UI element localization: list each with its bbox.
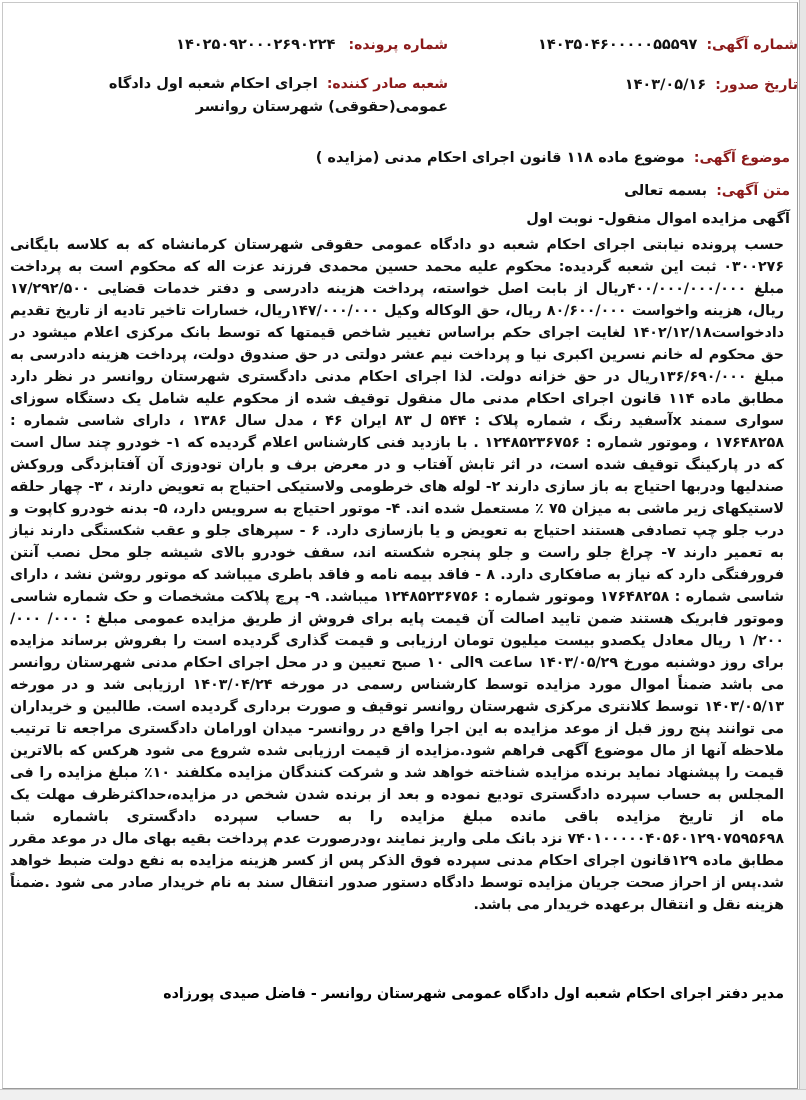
ad-text-value: بسمه تعالی: [624, 183, 708, 199]
horizontal-scrollbar[interactable]: [0, 1089, 806, 1100]
issuing-branch-label: شعبه صادر کننده:: [326, 76, 448, 92]
ad-text: [624, 180, 790, 199]
issuing-branch-value: اجرای احکام شعبه اول دادگاه عمومی(حقوقی) شهرستان روانسر: [108, 76, 448, 115]
issue-date: [625, 74, 798, 93]
ad-number-value: ۱۴۰۳۵۰۴۶۰۰۰۰۰۵۵۵۹۷: [538, 37, 698, 53]
case-number-label: شماره پرونده:: [348, 37, 448, 53]
issuing-branch: [48, 72, 448, 118]
case-number-value: ۱۴۰۲۵۰۹۲۰۰۰۲۶۹۰۲۲۴: [176, 37, 336, 53]
signature: مدیر دفتر اجرای احکام شعبه اول دادگاه عمومی شهرستان روانسر - فاضل صیدی پورزاده: [163, 986, 784, 1002]
issue-date-value: ۱۴۰۳/۰۵/۱۶: [624, 77, 707, 93]
notice-body: [10, 234, 784, 916]
issue-date-label: تاریخ صدور:: [715, 77, 798, 93]
notice-body-paragraph: حسب پرونده نیابتی اجرای احکام شعبه دو دادگاه عمومی حقوقی شهرستان کرمانشاه که به کلاسه بایگانی ۰۳۰۰۲۷۶ ثبت این شعبه گردیده: محکوم علیه محمد حسین محمدی فرزند عزت اله که محکوم است به پرداخت مبلغ ۴۰۰/۰۰۰/۰۰۰/۰۰۰ریال از بابت اصل خواسته، پرداخت هزینه دادرسی و دفتر خدمات قضایی ۱۷/۲۹۲/۵۰۰ ریال، هزینه واخواست ۸۰/۶۰۰/۰۰۰ ریال، حق الوکاله وکیل ۱۴۷/۰۰۰/۰۰۰ریال، خسارات تاخیر تادیه از تاریخ تقدیم دادخواست۱۴۰۲/۱۲/۱۸ لغایت اجرای حکم براساس تغییر شاخص قیمتها که توسط بانک مرکزی اعلام میشود در حق محکوم له خانم نسرین اکبری نیا و پرداخت نیم عشر دولتی در حق صندوق دولت، پرداخت هزینه دادرسی به مبلغ ۱۳۶/۶۹۰/۰۰۰ریال در حق خزانه دولت. لذا اجرای احکام مدنی دادگستری شهرستان روانسر در نظر دارد مطابق ماده ۱۱۴ قانون اجرای احکام مدنی مال منقول توقیف شده از محکوم علیه شامل یک دستگاه سوزای سواری سمند xآسفید رنگ ، شماره پلاک : ۵۴۴ ل ۸۳ ایران ۴۶ ، مدل سال ۱۳۸۶ ، دارای شاسی شماره : ۱۷۶۴۸۲۵۸ ، وموتور شماره : ۱۲۴۸۵۲۳۶۷۵۶ . با بازدید فنی کارشناس اعلام گردیده که ۱- خودرو چند سال است که در پارکینگ توقیف شده است، در اثر تابش آفتاب و در معرض برف و باران تودوزی آن آفتابزدگی وروکش صندلیها ودربها احتیاج به باز سازی دارند ۲- لوله های خرطومی ولاستیکی احتیاج به تعویض دارند ، ۳- چهار حلقه لاستیکهای زیر ماشی به میزان ۷۵ ٪ مستعمل شده اند. ۴- موتور احتیاج به سرویس دارد، ۵- بدنه خودرو کاپوت و درب جلو چپ تصادفی هستند احتیاج به تعویض و یا بازسازی دارد. ۶ - سپرهای جلو و عقب شکستگی دارند نیاز به تعمیر دارند ۷- چراغ جلو راست و جلو پنجره شکسته اند، سقف خودرو بالای شیشه جلو محل نصب آنتن فرورفتگی دارد که نیاز به صافکاری دارد. ۸ - فاقد بیمه نامه و فاقد باطری میباشد که موتور روشن نشد ، دارای شاسی شماره : ۱۷۶۴۸۲۵۸ وموتور شماره : ۱۲۴۸۵۲۳۶۷۵۶ میباشد. ۹- پرچ پلاکت مشخصات و حک شماره شاسی وموتور فابریک هستند ضمن تایید اصالت آن قیمت پایه برای فروش از طریق مزایده عمومی مبلغ : ۰۰۰/ ۰۰۰/ ۲۰۰/ ۱ ریال معادل یکصدو بیست میلیون تومان ارزیابی و قیمت گذاری گردیده است را بفروش برساند مزایده برای روز دوشنبه مورخ ۱۴۰۳/۰۵/۲۹ ساعت ۹الی ۱۰ صبح تعیین و در محل اجرای احکام مدنی شهرستان روانسر می باشد ضمناً اموال مورد مزایده توسط کارشناس رسمی در مورخه ۱۴۰۳/۰۴/۲۴ ارزیابی شد و در مورخه ۱۴۰۳/۰۵/۱۳ توسط کلانتری مرکزی شهرستان روانسر توقیف و صورت برداری گردیده است. طالبین و خریداران می توانند پنج روز قبل از موعد مزایده به این اجرا واقع در روانسر- میدان اورامان دادگستری مراجعه تا ترتیب ملاحظه آنها از مال موضوع آگهی فراهم شود.مزایده از قیمت ارزیابی شده شروع می شود هرکس که بالاترین قیمت را پیشنهاد نماید برنده مزایده شناخته خواهد شد و شرکت کنندگان مزایده مکلفند ۱۰٪ مبلغ مزایده را فی المجلس به حساب سپرده دادگستری تودیع نموده و بعد از برنده شدن شخص در مزایده،حداکثرظرف مهلت یک ماه از تاریخ مزایده باقی مانده مبلغ مزایده را به حساب سپرده دادگستری باشماره شبا ۷۴۰۱۰۰۰۰۰۴۰۵۶۰۱۲۹۰۷۵۹۵۶۹۸ نزد بانک ملی واریز نمایند ،ودرصورت عدم پرداخت بقیه بهای مال در موعد مقرر مطابق ماده ۱۲۹قانون اجرای احکام مدنی سپرده فوق الذکر پس از کسر هزینه مزایده به نفع دولت ضبط خواهد شد.پس از احراز صحت جریان مزایده توسط دادگاه دستور صدور انتقال سند به نام خریدار صادر می شود .ضمناً هزینه نقل و انتقال برعهده خریدار می باشد.: [10, 237, 785, 913]
ad-number: [538, 34, 798, 53]
subject: [316, 147, 790, 166]
subject-label: موضوع آگهی:: [693, 150, 790, 166]
subject-value: موضوع ماده ۱۱۸ قانون اجرای احکام مدنی (مزایده ): [315, 150, 685, 166]
ad-text-label: متن آگهی:: [716, 183, 790, 199]
vertical-scrollbar[interactable]: [799, 0, 806, 1100]
case-number: [176, 34, 448, 53]
notice-heading: آگهی مزایده اموال منقول- نوبت اول: [526, 211, 790, 227]
ad-number-label: شماره آگهی:: [706, 37, 798, 53]
